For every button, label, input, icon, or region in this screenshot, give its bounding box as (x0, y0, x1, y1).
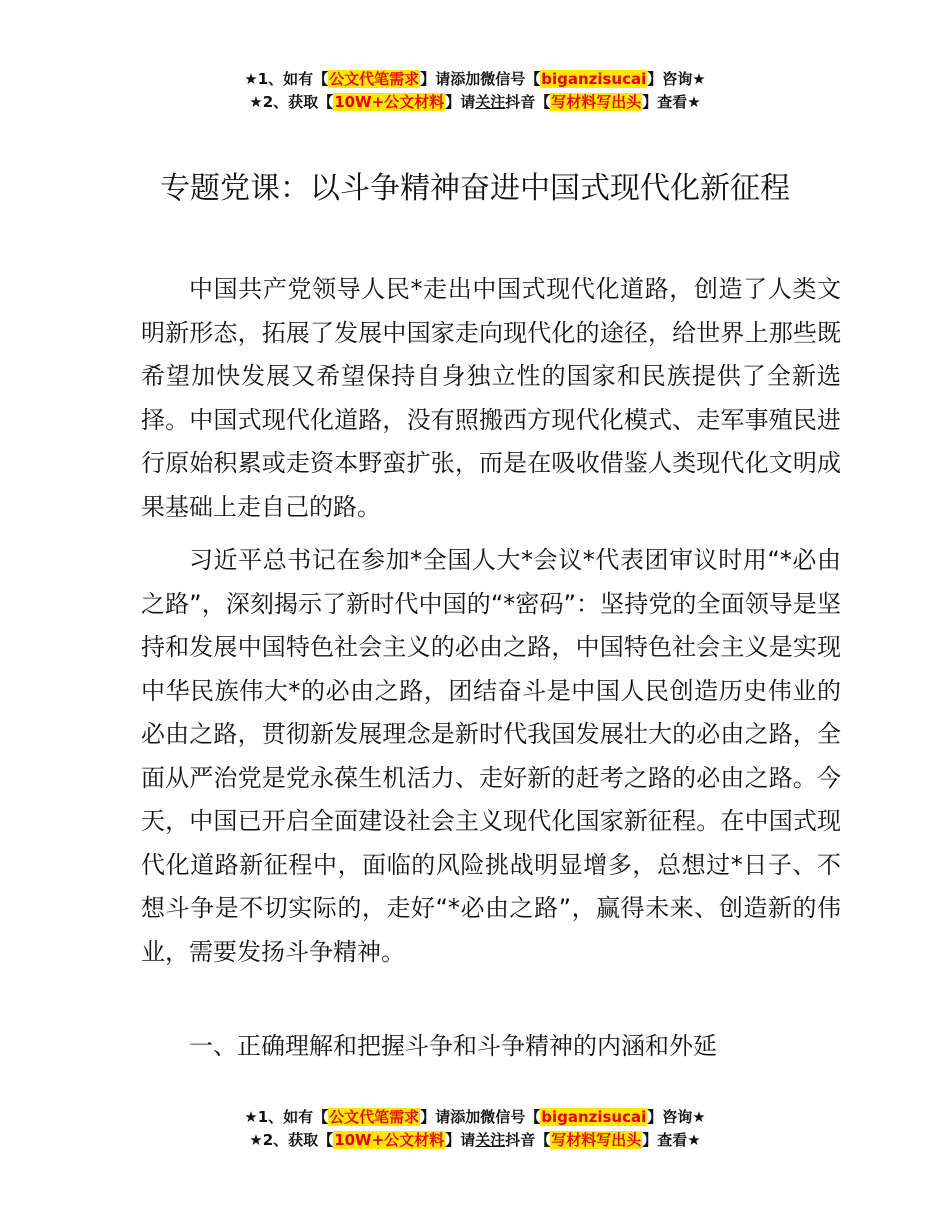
underlined-follow: 关注 (475, 1131, 506, 1149)
banner-text: ★2、获取【 (249, 93, 334, 111)
document-title: 专题党课：以斗争精神奋进中国式现代化新征程 (160, 171, 790, 206)
header-banner (0, 68, 950, 114)
banner-text: 】查看★ (642, 93, 701, 111)
banner-text: 】查看★ (642, 1131, 701, 1149)
highlight-wechat-id: biganzisucai (541, 1108, 647, 1126)
highlight-wechat-id: biganzisucai (541, 70, 647, 88)
footer-banner (0, 1106, 950, 1152)
banner-line-1 (0, 68, 950, 91)
banner-line-2 (0, 91, 950, 114)
highlight-materials: 10W+公文材料 (334, 1131, 445, 1149)
banner-text: 】咨询★ (647, 1108, 706, 1126)
banner-line-2 (0, 1129, 950, 1152)
banner-text: 】请添加微信号【 (420, 70, 541, 88)
banner-line-1 (0, 1106, 950, 1129)
highlight-service: 公文代笔需求 (329, 1108, 420, 1126)
paragraph-2: 习近平总书记在参加*全国人大*会议*代表团审议时用“*必由之路”，深刻揭示了新时代中国的“*密码”：坚持党的全面领导是坚持和发展中国特色社会主义的必由之路，中国特色社会主义是实现中华民族伟大*的必由之路，团结奋斗是中国人民创造历史伟业的必由之路，贯彻新发展理念是新时代我国发展壮大的必由之路，全面从严治党是党永葆生机活力、走好新的赶考之路的必由之路。今天，中国已开启全面建设社会主义现代化国家新征程。在中国式现代化道路新征程中，面临的风险挑战明显增多，总想过*日子、不想斗争是不切实际的，走好“*必由之路”，赢得未来、创造新的伟业，需要发扬斗争精神。 (141, 546, 841, 966)
highlight-douyin-account: 写材料写出头 (551, 93, 642, 111)
banner-text: 】请 (445, 1131, 476, 1149)
underlined-follow: 关注 (475, 93, 506, 111)
banner-text: 】请添加微信号【 (420, 1108, 541, 1126)
highlight-materials: 10W+公文材料 (334, 93, 445, 111)
highlight-service: 公文代笔需求 (329, 70, 420, 88)
banner-text: ★1、如有【 (244, 1108, 329, 1126)
banner-text: ★2、获取【 (249, 1131, 334, 1149)
banner-text: 】请 (445, 93, 476, 111)
banner-text: 抖音【 (505, 93, 551, 111)
banner-text: ★1、如有【 (244, 70, 329, 88)
banner-text: 抖音【 (505, 1131, 551, 1149)
highlight-douyin-account: 写材料写出头 (551, 1131, 642, 1149)
paragraph-1: 中国共产党领导人民*走出中国式现代化道路，创造了人类文明新形态，拓展了发展中国家走向现代化的途径，给世界上那些既希望加快发展又希望保持自身独立性的国家和民族提供了全新选择。中国式现代化道路，没有照搬西方现代化模式、走军事殖民进行原始积累或走资本野蛮扩张，而是在吸收借鉴人类现代化文明成果基础上走自己的路。 (141, 275, 841, 521)
banner-text: 】咨询★ (647, 70, 706, 88)
section-heading: 一、正确理解和把握斗争和斗争精神的内涵和外延 (189, 1032, 717, 1060)
